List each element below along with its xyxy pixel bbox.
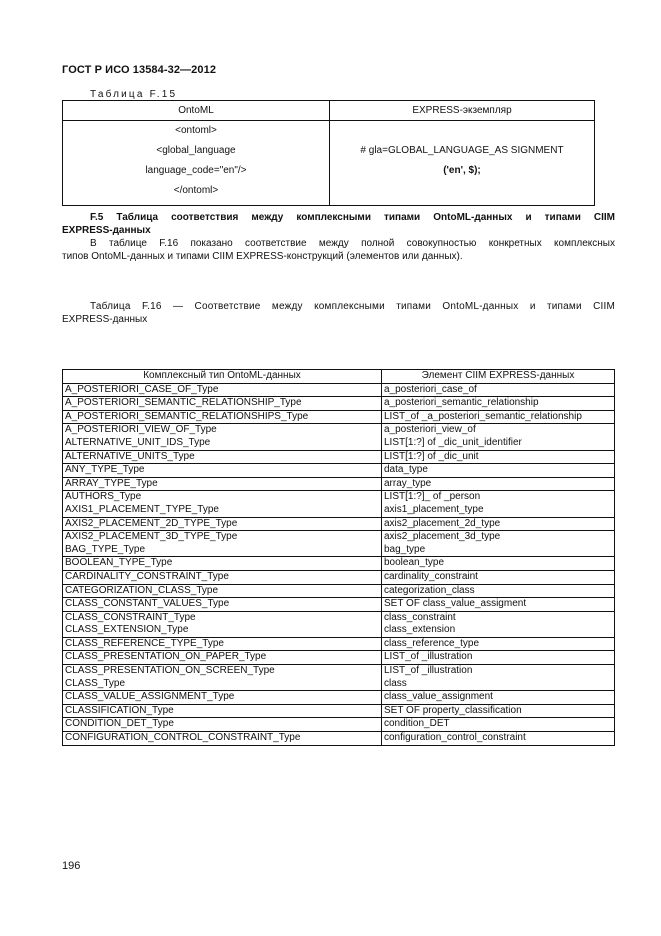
table-row [63, 624, 615, 637]
section-paragraph-cont: типов OntoML-данных и типами CIIM EXPRESS-конструкций (элементов или данных). [62, 251, 463, 262]
express-element-cell: axis2_placement_2d_type [382, 517, 615, 531]
express-element-cell: axis2_placement_3d_type [382, 531, 615, 544]
ontoml-type-cell: CLASS_CONSTRAINT_Type [63, 611, 382, 624]
express-element-cell: array_type [382, 477, 615, 491]
express-element-cell: SET OF property_classification [382, 704, 615, 718]
express-element-cell: SET OF class_value_assigment [382, 598, 615, 612]
table-row [63, 504, 615, 517]
table-row [63, 704, 615, 718]
section-title: F.5 Таблица соответствия между комплексными типами OntoML-данных и типами CIIM [90, 212, 615, 223]
ontoml-type-cell: A_POSTERIORI_VIEW_OF_Type [63, 424, 382, 437]
express-line: # gla=GLOBAL_LANGUAGE_AS SIGNMENT [360, 145, 564, 156]
ontoml-type-cell: BAG_TYPE_Type [63, 544, 382, 557]
ontoml-type-cell: CLASS_PRESENTATION_ON_PAPER_Type [63, 651, 382, 665]
ontoml-type-cell: CARDINALITY_CONSTRAINT_Type [63, 570, 382, 584]
table-f16 [62, 369, 615, 746]
ontoml-line: </ontoml> [173, 185, 219, 196]
table-row [63, 477, 615, 491]
ontoml-line: <global_language [156, 145, 236, 156]
page-number: 196 [62, 860, 81, 872]
table-row [63, 570, 615, 584]
ontoml-type-cell: CLASS_VALUE_ASSIGNMENT_Type [63, 691, 382, 705]
table-row [63, 637, 615, 651]
express-element-cell: LIST[1:?] of _dic_unit_identifier [382, 437, 615, 450]
express-element-cell: class_reference_type [382, 637, 615, 651]
table-row [63, 397, 615, 411]
table-f16-caption [62, 300, 615, 326]
express-element-cell: condition_DET [382, 718, 615, 732]
table-row [63, 517, 615, 531]
express-element-cell: a_posteriori_case_of [382, 383, 615, 397]
table-row [63, 531, 615, 544]
ontoml-type-cell: CLASS_CONSTANT_VALUES_Type [63, 598, 382, 612]
table-row [63, 544, 615, 557]
table-row [63, 464, 615, 478]
table-row [63, 598, 615, 612]
express-element-cell: class_extension [382, 624, 615, 637]
ontoml-type-cell: BOOLEAN_TYPE_Type [63, 557, 382, 571]
ontoml-type-cell: CLASSIFICATION_Type [63, 704, 382, 718]
ontoml-type-cell: CLASS_REFERENCE_TYPE_Type [63, 637, 382, 651]
table-row [63, 584, 615, 598]
express-element-cell: LIST_of _a_posteriori_semantic_relationship [382, 410, 615, 424]
table-row [63, 437, 615, 450]
express-element-cell: configuration_control_constraint [382, 732, 615, 746]
ontoml-type-cell: ALTERNATIVE_UNITS_Type [63, 450, 382, 464]
table-row [63, 557, 615, 571]
express-element-cell: categorization_class [382, 584, 615, 598]
document-header: ГОСТ Р ИСО 13584-32—2012 [62, 64, 217, 76]
ontoml-type-cell: CLASS_EXTENSION_Type [63, 624, 382, 637]
table-f15-header-ontoml: OntoML [63, 101, 330, 121]
table-f16-caption-line: EXPRESS-данных [62, 314, 148, 325]
table-row [63, 450, 615, 464]
express-line: ('en', $); [443, 165, 481, 176]
ontoml-type-cell: CLASS_PRESENTATION_ON_SCREEN_Type [63, 665, 382, 678]
express-element-cell: class_value_assignment [382, 691, 615, 705]
ontoml-type-cell: CATEGORIZATION_CLASS_Type [63, 584, 382, 598]
table-f15 [62, 100, 595, 206]
table-row [63, 491, 615, 504]
ontoml-type-cell: AXIS1_PLACEMENT_TYPE_Type [63, 504, 382, 517]
table-f15-caption: Таблица F.15 [90, 89, 178, 100]
table-f16-header-express: Элемент CIIM EXPRESS-данных [382, 370, 615, 384]
table-row [63, 691, 615, 705]
table-row [63, 424, 615, 437]
ontoml-type-cell: ALTERNATIVE_UNIT_IDS_Type [63, 437, 382, 450]
ontoml-type-cell: ARRAY_TYPE_Type [63, 477, 382, 491]
ontoml-type-cell: CONDITION_DET_Type [63, 718, 382, 732]
table-row [63, 665, 615, 678]
express-element-cell: a_posteriori_view_of [382, 424, 615, 437]
express-element-cell: LIST_of _illustration [382, 665, 615, 678]
table-f15-header-express: EXPRESS-экземпляр [330, 101, 595, 121]
table-row [63, 678, 615, 691]
ontoml-type-cell: A_POSTERIORI_CASE_OF_Type [63, 383, 382, 397]
ontoml-type-cell: CLASS_Type [63, 678, 382, 691]
express-element-cell: LIST_of _illustration [382, 651, 615, 665]
ontoml-line: language_code="en"/> [145, 165, 247, 176]
express-element-cell: boolean_type [382, 557, 615, 571]
ontoml-type-cell: A_POSTERIORI_SEMANTIC_RELATIONSHIP_Type [63, 397, 382, 411]
ontoml-line: <ontoml> [175, 125, 217, 136]
section-paragraph: В таблице F.16 показано соответствие между полной совокупностью конкретных комплексных [90, 238, 615, 249]
section-f5 [62, 211, 615, 263]
express-element-cell: class [382, 678, 615, 691]
express-element-cell: bag_type [382, 544, 615, 557]
table-f16-header-ontoml: Комплексный тип OntoML-данных [63, 370, 382, 384]
table-row [63, 383, 615, 397]
express-element-cell: LIST[1:?]_ of _person [382, 491, 615, 504]
ontoml-type-cell: ANY_TYPE_Type [63, 464, 382, 478]
ontoml-type-cell: AUTHORS_Type [63, 491, 382, 504]
express-element-cell: class_constraint [382, 611, 615, 624]
ontoml-type-cell: A_POSTERIORI_SEMANTIC_RELATIONSHIPS_Type [63, 410, 382, 424]
ontoml-type-cell: AXIS2_PLACEMENT_2D_TYPE_Type [63, 517, 382, 531]
table-row [63, 651, 615, 665]
table-row [63, 718, 615, 732]
table-f16-caption-line: Таблица F.16 — Соответствие между комплексными типами OntoML-данных и типами CIIM [90, 301, 615, 312]
table-row [63, 732, 615, 746]
table-row [63, 611, 615, 624]
express-element-cell: data_type [382, 464, 615, 478]
table-row [63, 410, 615, 424]
express-element-cell: a_posteriori_semantic_relationship [382, 397, 615, 411]
express-element-cell: axis1_placement_type [382, 504, 615, 517]
express-element-cell: LIST[1:?] of _dic_unit [382, 450, 615, 464]
ontoml-type-cell: AXIS2_PLACEMENT_3D_TYPE_Type [63, 531, 382, 544]
ontoml-type-cell: CONFIGURATION_CONTROL_CONSTRAINT_Type [63, 732, 382, 746]
express-element-cell: cardinality_constraint [382, 570, 615, 584]
section-title-cont: EXPRESS-данных [62, 225, 151, 236]
